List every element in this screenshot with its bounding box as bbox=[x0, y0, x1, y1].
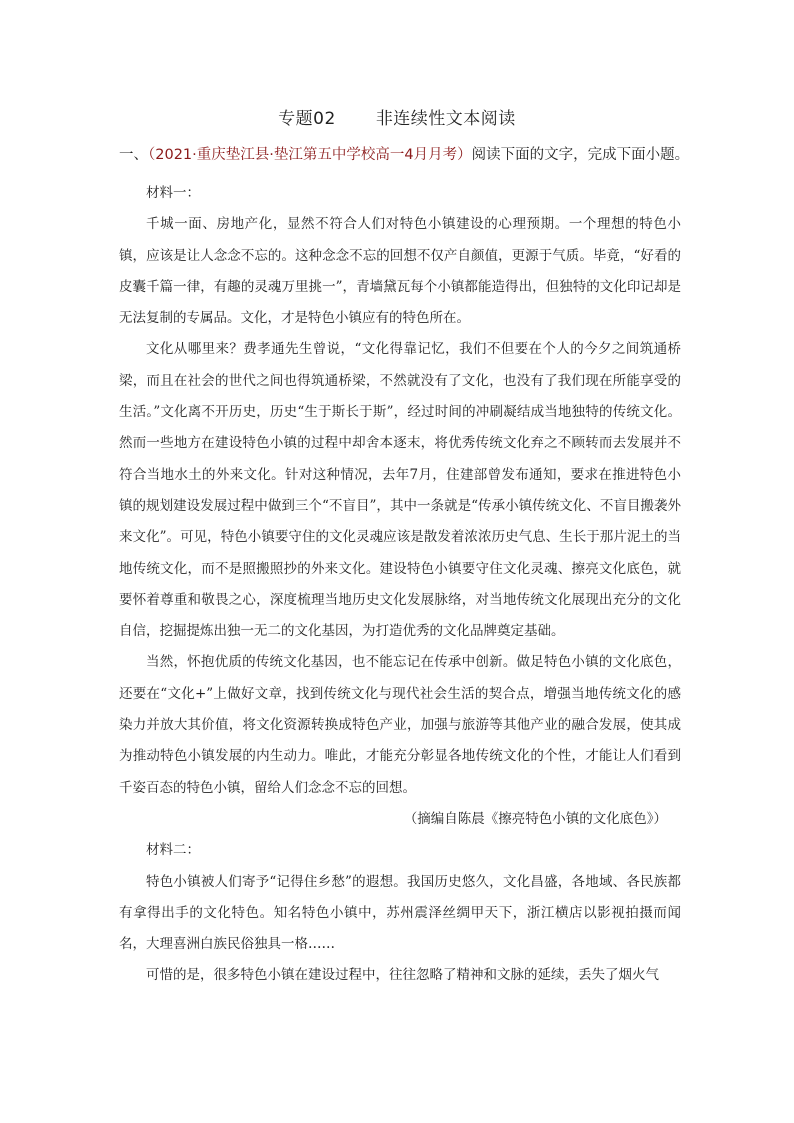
paragraph: 千城一面、房地产化，显然不符合人们对特色小镇建设的心理预期。一个理想的特色小镇，应该是让人念念不忘的。这种念念不忘的回想不仅产自颜值，更源于气质。毕竟，“好看的皮囊千篇一律，有趣的灵魂万里挑一”，青墙黛瓦每个小镇都能造得出，但独特的文化印记却是无法复制的专属品。文化，才是特色小镇应有的特色所在。 bbox=[119, 216, 681, 327]
title-prefix: 专题02 bbox=[278, 109, 336, 129]
paragraph: 特色小镇被人们寄予“记得住乡愁”的遐想。我国历史悠久，文化昌盛，各地域、各民族都有拿得出手的文化特色。知名特色小镇中，苏州震泽丝绸甲天下，浙江横店以影视拍摄而闻名，大理喜洲白族民俗独具一格…… bbox=[119, 873, 681, 953]
reading-passage bbox=[119, 178, 681, 992]
question-instruction: 阅读下面的文字，完成下面小题。 bbox=[471, 147, 690, 163]
paragraph: 当然，怀抱优质的传统文化基因，也不能忘记在传承中创新。做足特色小镇的文化底色，还要在“文化+”上做好文章，找到传统文化与现代社会生活的契合点，增强当地传统文化的感染力并放大其价值，将文化资源转换成特色产业，加强与旅游等其他产业的融合发展，使其成为推动特色小镇发展的内生动力。唯此，才能充分彰显各地传统文化的个性，才能让人们看到千姿百态的特色小镇，留给人们念念不忘的回想。 bbox=[119, 654, 681, 796]
question-number: 一、 bbox=[119, 147, 148, 163]
question-header bbox=[119, 143, 699, 164]
material1-label: 材料一： bbox=[146, 185, 200, 201]
question-source: （2021·重庆垫江县·垫江第五中学校高一4月月考） bbox=[148, 147, 472, 163]
page-title bbox=[0, 104, 794, 129]
title-main: 非连续性文本阅读 bbox=[375, 109, 516, 129]
paragraph: 可惜的是，很多特色小镇在建设过程中，往往忽略了精神和文脉的延续，丢失了烟火气 bbox=[146, 967, 659, 984]
paragraph: 文化从哪里来？费孝通先生曾说，“文化得靠记忆，我们不但要在个人的今夕之间筑通桥梁，而且在社会的世代之间也得筑通桥梁，不然就没有了文化，也没有了我们现在所能享受的生活。”文化离不开历史，历史“生于斯长于斯”，经过时间的冲刷凝结成当地独特的传统文化。然而一些地方在建设特色小镇的过程中却舍本逐末，将优秀传统文化弃之不顾转而去发展并不符合当地水土的外来文化。针对这种情况，去年7月，住建部曾发布通知，要求在推进特色小镇的规划建设发展过程中做到三个“不盲目”，其中一条就是“传承小镇传统文化、不盲目搬袭外来文化”。可见，特色小镇要守住的文化灵魂应该是散发着浓浓历史气息、生长于那片泥土的当地传统文化，而不是照搬照抄的外来文化。建设特色小镇要守住文化灵魂、擦亮文化底色，就要怀着尊重和敬畏之心，深度梳理当地历史文化发展脉络，对当地传统文化展现出充分的文化自信，挖掘提炼出独一无二的文化基因，为打造优秀的文化品牌奠定基础。 bbox=[119, 341, 681, 640]
material1-citation: （摘编自陈晨《擦亮特色小镇的文化底色》） bbox=[403, 810, 667, 827]
material2-label: 材料二： bbox=[146, 842, 200, 859]
